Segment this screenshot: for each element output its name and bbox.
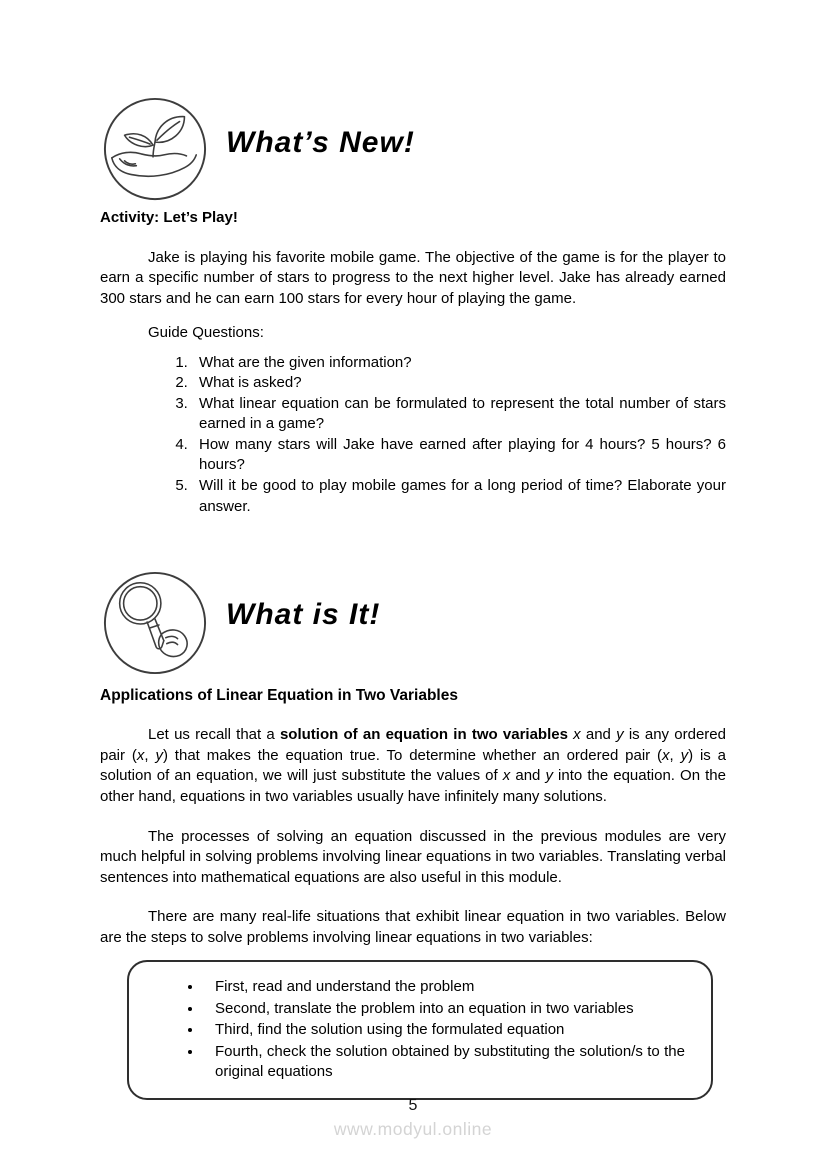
step-item: • Third, find the solution using the formulated equation [203,1020,685,1041]
guide-question-item: 3. What linear equation can be formulated to represent the total number of stars earned in a game? [192,394,726,435]
guide-question-item: 1. What are the given information? [192,353,726,374]
what-is-it-banner [100,569,726,677]
magnifying-glass-icon [100,569,210,677]
guide-question-item: 4. How many stars will Jake have earned after playing for 4 hours? 5 hours? 6 hours? [192,435,726,476]
hand-holding-sprout-icon [100,96,210,204]
step-item: • Second, translate the problem into an equation in two variables [203,999,685,1020]
guide-questions-label: Guide Questions: [148,324,264,342]
steps-list [147,977,685,1083]
recall-paragraph: Let us recall that a solution of an equation in two variables x and y is any ordered pair (x, y) that makes the equation true. To determine whether an ordered pair (x, y) is a solution of an equation, we will just substitute the values of x and y into the equation. On the other hand, equations in two variables usually have infinitely many solutions. [100,726,726,805]
guide-questions-list [100,353,726,517]
section-heading: Applications of Linear Equation in Two Variables [100,687,458,705]
step-item: • First, read and understand the problem [203,977,685,998]
whats-new-title: What’s New! [226,126,415,160]
step-item: • Fourth, check the solution obtained by substituting the solution/s to the original equations [203,1042,685,1083]
guide-question-item: 2. What is asked? [192,373,726,394]
page-number: 5 [408,1097,418,1115]
processes-paragraph: The processes of solving an equation discussed in the previous modules are very much helpful in solving problems involving linear equations in two variables. Translating verbal sentences into mathematical equations are also useful in this module. [100,827,726,886]
whats-new-banner [100,96,726,204]
activity-intro-paragraph: Jake is playing his favorite mobile game. The objective of the game is for the player to earn a specific number of stars to progress to the next higher level. Jake has already earned 300 stars and he can earn 100 stars for every hour of playing the game. [100,248,726,307]
what-is-it-title: What is It! [226,597,381,631]
watermark: www.modyul.online [333,1119,493,1140]
activity-heading: Activity: Let’s Play! [100,209,238,226]
real-life-paragraph: There are many real-life situations that exhibit linear equation in two variables. Below are the steps to solve problems involving linear equations in two variables: [100,908,726,946]
guide-question-item: 5. Will it be good to play mobile games for a long period of time? Elaborate your answer. [192,476,726,517]
steps-box [127,960,713,1100]
